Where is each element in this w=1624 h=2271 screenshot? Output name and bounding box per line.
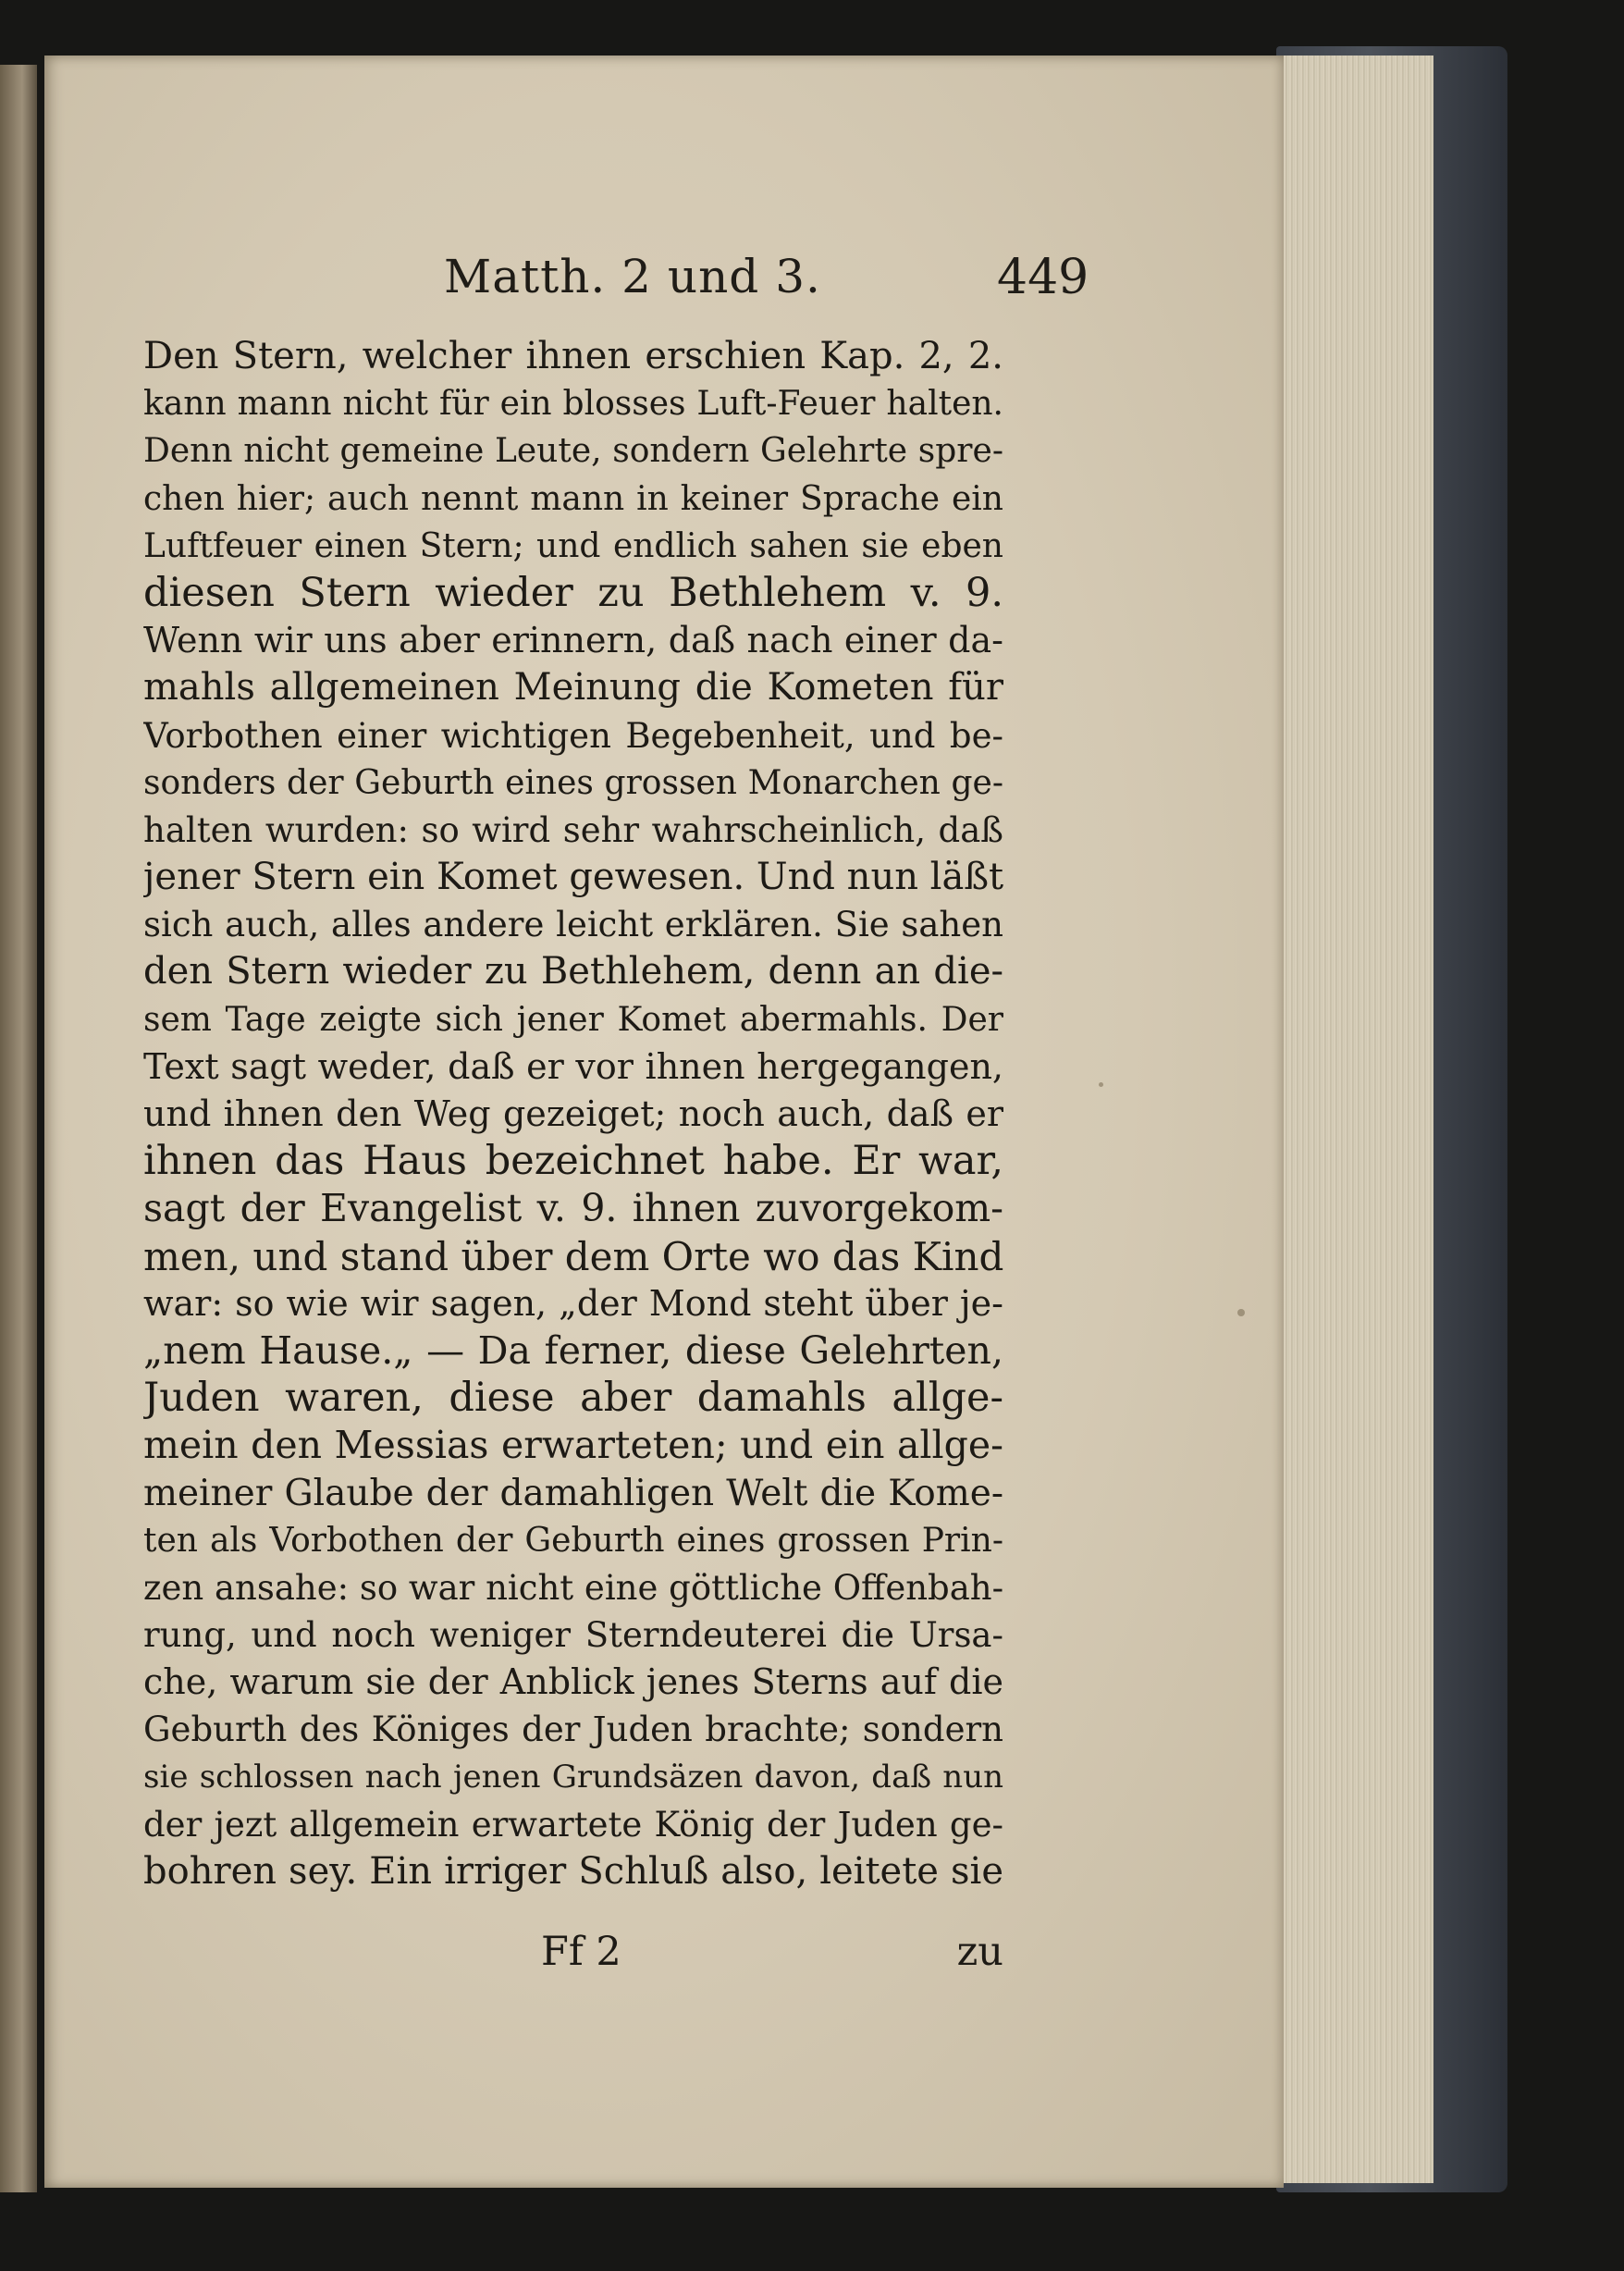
text-line: chen hier; auch nennt mann in keiner Sprache ein (143, 479, 1003, 518)
text-line: Vorbothen einer wichtigen Begebenheit, und be- (143, 715, 1003, 756)
text-line: meiner Glaube der damahligen Welt die Kome- (143, 1472, 1003, 1514)
text-line: war: so wie wir sagen, „der Mond steht über je- (143, 1282, 1003, 1324)
text-line: bohren sey. Ein irriger Schluß also, leitete sie (143, 1850, 1003, 1893)
text-line: ihnen das Haus bezeichnet habe. Er war, (143, 1138, 1003, 1185)
text-line: kann mann nicht für ein blosses Luft-Feuer halten. (143, 385, 1003, 424)
text-line: sagt der Evangelist v. 9. ihnen zuvorgekom- (143, 1186, 1003, 1231)
text-line: den Stern wieder zu Bethlehem, denn an die- (143, 950, 1003, 994)
text-line: jener Stern ein Komet gewesen. Und nun läßt (143, 856, 1003, 899)
page-spot (1237, 1309, 1245, 1316)
page-header (146, 250, 1284, 315)
text-line: „nem Hause.„ — Da ferner, diese Gelehrten, (143, 1327, 1003, 1373)
text-line: mein den Messias erwarteten; und ein allge- (143, 1423, 1003, 1468)
page-footer (143, 1929, 1003, 1984)
text-line: sie schlossen nach jenen Grundsäzen davon, daß nun (143, 1758, 1003, 1796)
text-line: sem Tage zeigte sich jener Komet abermahls. Der (143, 1000, 1003, 1039)
text-line: ten als Vorbothen der Geburth eines grossen Prin- (143, 1521, 1003, 1560)
text-line: men, und stand über dem Orte wo das Kind (143, 1233, 1003, 1279)
running-head: Matth. 2 und 3. (444, 250, 821, 303)
text-line: che, warum sie der Anblick jenes Sterns auf die (143, 1661, 1003, 1703)
text-line: diesen Stern wieder zu Bethlehem v. 9. (143, 569, 1003, 616)
page-number: 449 (997, 250, 1089, 305)
text-line: Den Stern, welcher ihnen erschien Kap. 2, 2. (143, 335, 1003, 377)
facing-page-edge (0, 65, 37, 2192)
text-line: sich auch, alles andere leicht erklären. Sie sahen (143, 905, 1003, 945)
text-line: Wenn wir uns aber erinnern, daß nach einer da- (143, 620, 1003, 661)
text-line: Geburth des Königes der Juden brachte; sondern (143, 1709, 1003, 1750)
text-line: und ihnen den Weg gezeiget; noch auch, daß er (143, 1093, 1003, 1134)
text-line: Denn nicht gemeine Leute, sondern Gelehrte spre- (143, 432, 1003, 471)
text-line: Luftfeuer einen Stern; und endlich sahen sie eben (143, 526, 1003, 565)
signature-mark: Ff 2 (541, 1929, 621, 1975)
text-line: Text sagt weder, daß er vor ihnen hergegangen, (143, 1045, 1003, 1087)
text-line: zen ansahe: so war nicht eine göttliche Offenbah- (143, 1567, 1003, 1608)
text-line: mahls allgemeinen Meinung die Kometen für (143, 666, 1003, 710)
page-spot (1099, 1082, 1103, 1087)
text-line: halten wurden: so wird sehr wahrscheinlich, daß (143, 809, 1003, 850)
page-stack-edge (1276, 56, 1433, 2183)
catchword: zu (956, 1929, 1003, 1975)
body-text (143, 333, 1003, 1895)
text-line: Juden waren, diese aber damahls allge- (143, 1375, 1003, 1422)
text-line: sonders der Geburth eines grossen Monarchen ge- (143, 763, 1003, 802)
text-line: rung, und noch weniger Sterndeuterei die Ursa- (143, 1615, 1003, 1656)
text-line: der jezt allgemein erwartete König der Juden ge- (143, 1804, 1003, 1845)
book-page (44, 56, 1284, 2188)
